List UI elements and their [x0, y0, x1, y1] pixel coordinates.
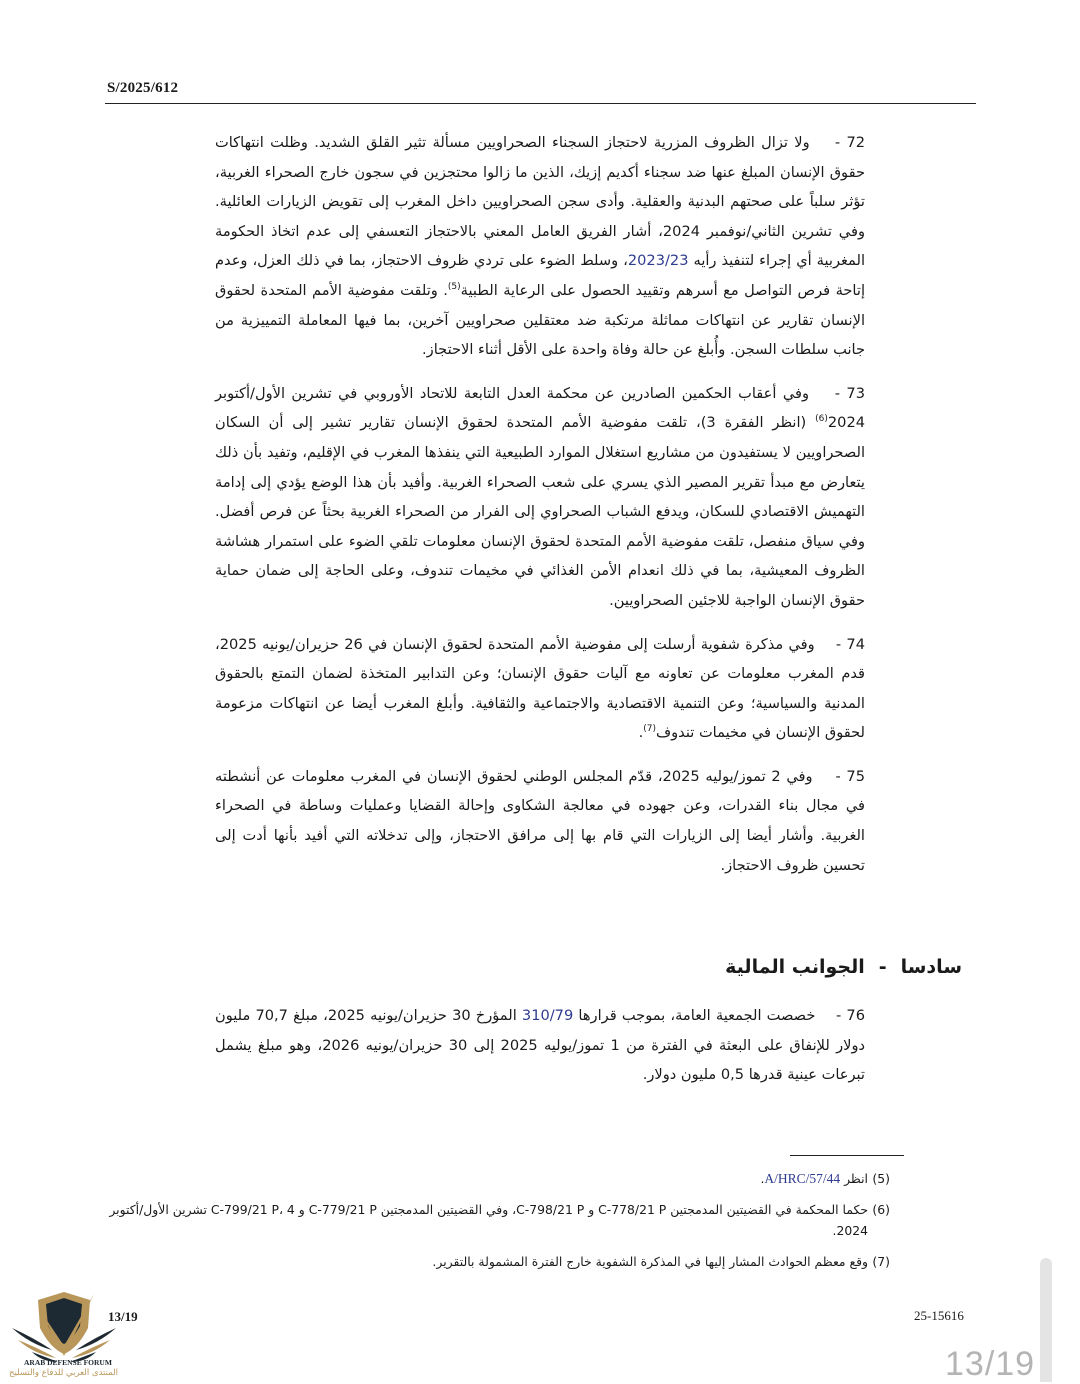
paragraph-text: (انظر الفقرة 3)، تلقت مفوضية الأمم المتحدة لحقوق الإنسان تقارير تشير إلى أن السكان الصحراويين لا يستفيدون من مشاريع استغلال الموارد الطبيعية التي ينفذها المغرب في الإقليم، وتفيد بأن ذلك يتعارض مع مبدأ تقرير المصير الذي يسري على شعب الصحراء الغربية. وأفيد بأن هذا الوضع يؤدي إلى إدامة التهميش الاقتصادي للسكان، ويدفع الشباب الصحراوي إلى الفرار من الصحراء الغربية بحثاً عن فرص أفضل. وفي سياق منفصل، تلقت مفوضية الأمم المتحدة لحقوق الإنسان معلومات تلقي الضوء على استمرار هشاشة الظروف المعيشية، بما في ذلك انعدام الأمن الغذائي في مخيمات تندوف، وعلى الحاجة إلى ضمان حماية حقوق الإنسان الواجبة للاجئين الصحراويين.	[215, 414, 865, 609]
footnote-divider	[790, 1155, 904, 1156]
footnote-link[interactable]: A/HRC/57/44	[764, 1171, 841, 1186]
footnote-text: .	[760, 1171, 765, 1186]
footnote-ref-5[interactable]: (5)	[447, 282, 461, 293]
section-title: الجوانب المالية	[725, 956, 865, 978]
logo-name-ar: المنتدى العربي للدفاع والتسليح	[8, 1368, 119, 1378]
footnote-number: (7)	[872, 1254, 890, 1269]
resolution-link[interactable]: 310/79	[521, 1007, 574, 1024]
vertical-scrollbar[interactable]	[1040, 1258, 1052, 1382]
footnote-5	[85, 1168, 890, 1189]
paragraph-text: وفي مذكرة شفوية أرسلت إلى مفوضية الأمم المتحدة لحقوق الإنسان في 26 حزيران/يونيه 2025، قدم المغرب معلومات عن تعاونه مع آليات حقوق الإنسان؛ وعن التدابير المتخذة لضمان التمتع بالحقوق المدنية والسياسية؛ وعن التنمية الاقتصادية والاجتماعية والثقافية. وأبلغ المغرب أيضا عن انتهاكات مزعومة لحقوق الإنسان في مخيمات تندوف	[215, 635, 865, 742]
footnote-7	[85, 1251, 890, 1272]
section-numeral: سادسا	[900, 956, 962, 978]
document-symbol: S/2025/612	[107, 80, 179, 96]
paragraph-number: 72	[846, 134, 866, 151]
paragraph-text: .	[638, 724, 644, 742]
paragraph-text: ، وسلط الضوء على تردي ظروف الاحتجاز، بما في ذلك العزل، وعدم إتاحة فرص التواصل مع أسرهم وتقييد الحصول على الرعاية الطبية	[215, 252, 865, 299]
opinion-link[interactable]: 2023/23	[627, 252, 689, 270]
paragraph-number: 75	[846, 767, 865, 785]
footnote-text: وقع معظم الحوادث المشار إليها في المذكرة الشفوية خارج الفترة المشمولة بالتقرير.	[432, 1254, 868, 1269]
paragraph-text: المؤرخ 30 حزيران/يونيه 2025، مبلغ 70,7 مليون دولار للإنفاق على البعثة في الفترة من 1 تموز/يوليه 2025 إلى 30 حزيران/يونيه 2026، وهو مبلغ يشمل تبرعات عينية قدرها 0,5 مليون دولار.	[215, 1007, 865, 1084]
paragraph-number: 74	[846, 635, 865, 653]
logo-name-en: ARAB DEFENSE FORUM	[24, 1358, 112, 1367]
footnote-ref-6[interactable]: (6)	[815, 414, 828, 425]
paragraph-text: وفي 2 تموز/يوليه 2025، قدّم المجلس الوطني لحقوق الإنسان في المغرب معلومات عن أنشطته في مجال بناء القدرات، وعن جهوده في معالجة الشكاوى وإحالة القضايا وعمليات وساطة في الصحراء الغربية. وأشار أيضا إلى الزيارات التي قام بها إلى مرافق الاحتجاز، وإلى تدخلاته التي أفيد بأنها أدت إلى تحسين ظروف الاحتجاز.	[215, 767, 865, 874]
paragraph-74: 74 - وفي مذكرة شفوية أرسلت إلى مفوضية الأمم المتحدة لحقوق الإنسان في 26 حزيران/يونيه 2025، قدم المغرب معلومات عن تعاونه مع آليات حقوق الإنسان؛ وعن التدابير المتخذة لضمان التمتع بالحقوق المدنية والسياسية؛ وعن التنمية الاقتصادية والاجتماعية والثقافية. وأبلغ المغرب أيضا عن انتهاكات مزعومة لحقوق الإنسان في مخيمات تندوف$^{(7)}$.	[215, 635, 865, 742]
paragraph-number: 76	[846, 1007, 865, 1024]
paragraph-76-container	[215, 1001, 865, 1104]
paragraph-text: خصصت الجمعية العامة، بموجب قرارها	[573, 1007, 816, 1024]
paragraph-number: 73	[846, 384, 865, 402]
footnote-text: حكما المحكمة في القضيتين المدمجتين C-778/21 P و C-798/21 P، وفي القضيتين المدمجتين C-779/21 P و C-799/21 P، 4 تشرين الأول/أكتوبر 2024.	[109, 1202, 868, 1238]
body-content	[215, 128, 865, 894]
page-indicator: 13/19	[945, 1345, 1036, 1383]
paragraph-text: ولا تزال الظروف المزرية لاحتجاز السجناء الصحراويين مسألة تثير القلق الشديد. وظلت انتهاكات حقوق الإنسان المبلغ عنها ضد سجناء أكديم إزيك، الذين ما زالوا محتجزين في سجون خارج الصحراء الغربية، تؤثر سلباً على صحتهم البدنية والعقلية. وأدى سجن الصحراويين داخل المغرب إلى تقويض الزيارات العائلية. وفي تشرين الثاني/نوفمبر 2024، أشار الفريق العامل المعني بالاحتجاز التعسفي إلى عدم اتخاذ الحكومة المغربية أي إجراء لتنفيذ رأيه	[215, 134, 865, 270]
footnote-number: (5)	[872, 1171, 890, 1186]
footnote-number: (6)	[872, 1202, 890, 1217]
section-heading	[725, 956, 962, 978]
paragraph-text: وفي أعقاب الحكمين الصادرين عن محكمة العدل التابعة للاتحاد الأوروبي في تشرين الأول/أكتوبر 2024	[215, 384, 866, 432]
paragraph-73: 73 - وفي أعقاب الحكمين الصادرين عن محكمة العدل التابعة للاتحاد الأوروبي في تشرين الأول/أكتوبر 2024$^{(6)}$ (انظر الفقرة 3)، تلقت مفوضية الأمم المتحدة لحقوق الإنسان تقارير تشير إلى أن السكان الصحراويين لا يستفيدون من مشاريع استغلال الموارد الطبيعية التي ينفذها المغرب في الإقليم، وتفيد بأن ذلك يتعارض مع مبدأ تقرير المصير الذي يسري على شعب الصحراء الغربية. وأفيد بأن هذا الوضع يؤدي إلى إدامة التهميش الاقتصادي للسكان، ويدفع الشباب الصحراوي إلى الفرار من الصحراء الغربية بحثاً عن فرص أفضل. وفي سياق منفصل، تلقت مفوضية الأمم المتحدة لحقوق الإنسان معلومات تلقي الضوء على استمرار هشاشة الظروف المعيشية، بما في ذلك انعدام الأمن الغذائي في مخيمات تندوف، وعلى الحاجة إلى ضمان حماية حقوق الإنسان الواجبة للاجئين الصحراويين.	[215, 384, 866, 609]
paragraph-72: 72 - ولا تزال الظروف المزرية لاحتجاز السجناء الصحراويين مسألة تثير القلق الشديد. وظلت انتهاكات حقوق الإنسان المبلغ عنها ضد سجناء أكديم إزيك، الذين ما زالوا محتجزين في سجون خارج الصحراء الغربية، تؤثر سلباً على صحتهم البدنية والعقلية. وأدى سجن الصحراويين داخل المغرب إلى تقويض الزيارات العائلية. وفي تشرين الثاني/نوفمبر 2024، أشار الفريق العامل المعني بالاحتجاز التعسفي إلى عدم اتخاذ الحكومة المغربية أي إجراء لتنفيذ رأيه 2023/23، وسلط الضوء على تردي ظروف الاحتجاز، بما في ذلك العزل، وعدم إتاحة فرص التواصل مع أسرهم وتقييد الحصول على الرعاية الطبية$^{(5)}$. وتلقت مفوضية الأمم المتحدة لحقوق الإنسان تقارير عن انتهاكات مماثلة مرتكبة ضد معتقلين صحراويين آخرين، بما فيها المعاملة التمييزية من جانب سلطات السجن. وأُبلغ عن حالة وفاة واحدة على الأقل أثناء الاحتجاز.	[215, 134, 866, 359]
footer-doc-number: 25-15616	[914, 1308, 964, 1323]
paragraph-76: 76 - خصصت الجمعية العامة، بموجب قرارها 310/79 المؤرخ 30 حزيران/يونيه 2025، مبلغ 70,7 مليون دولار للإنفاق على البعثة في الفترة من 1 تموز/يوليه 2025 إلى 30 حزيران/يونيه 2026، وهو مبلغ يشمل تبرعات عينية قدرها 0,5 مليون دولار.	[215, 1007, 865, 1084]
section-dash: -	[878, 956, 887, 978]
footnote-ref-7[interactable]: (7)	[643, 724, 656, 735]
footnote-6	[85, 1199, 890, 1241]
header-divider	[105, 103, 976, 104]
footnote-text: انظر	[840, 1171, 868, 1186]
footer-page-label: 13/19	[108, 1309, 138, 1324]
paragraph-text: . وتلقت مفوضية الأمم المتحدة لحقوق الإنسان تقارير عن انتهاكات مماثلة مرتكبة ضد معتقلين صحراويين آخرين، بما فيها المعاملة التمييزية من جانب سلطات السجن. وأُبلغ عن حالة وفاة واحدة على الأقل أثناء الاحتجاز.	[215, 281, 865, 359]
paragraph-75: 75 - وفي 2 تموز/يوليه 2025، قدّم المجلس الوطني لحقوق الإنسان في المغرب معلومات عن أنشطته في مجال بناء القدرات، وعن جهوده في معالجة الشكاوى وإحالة القضايا وعمليات وساطة في الصحراء الغربية. وأشار أيضا إلى الزيارات التي قام بها إلى مرافق الاحتجاز، وإلى تدخلاته التي أفيد بأنها أدت إلى تحسين ظروف الاحتجاز.	[215, 767, 865, 874]
footnotes	[85, 1168, 890, 1282]
